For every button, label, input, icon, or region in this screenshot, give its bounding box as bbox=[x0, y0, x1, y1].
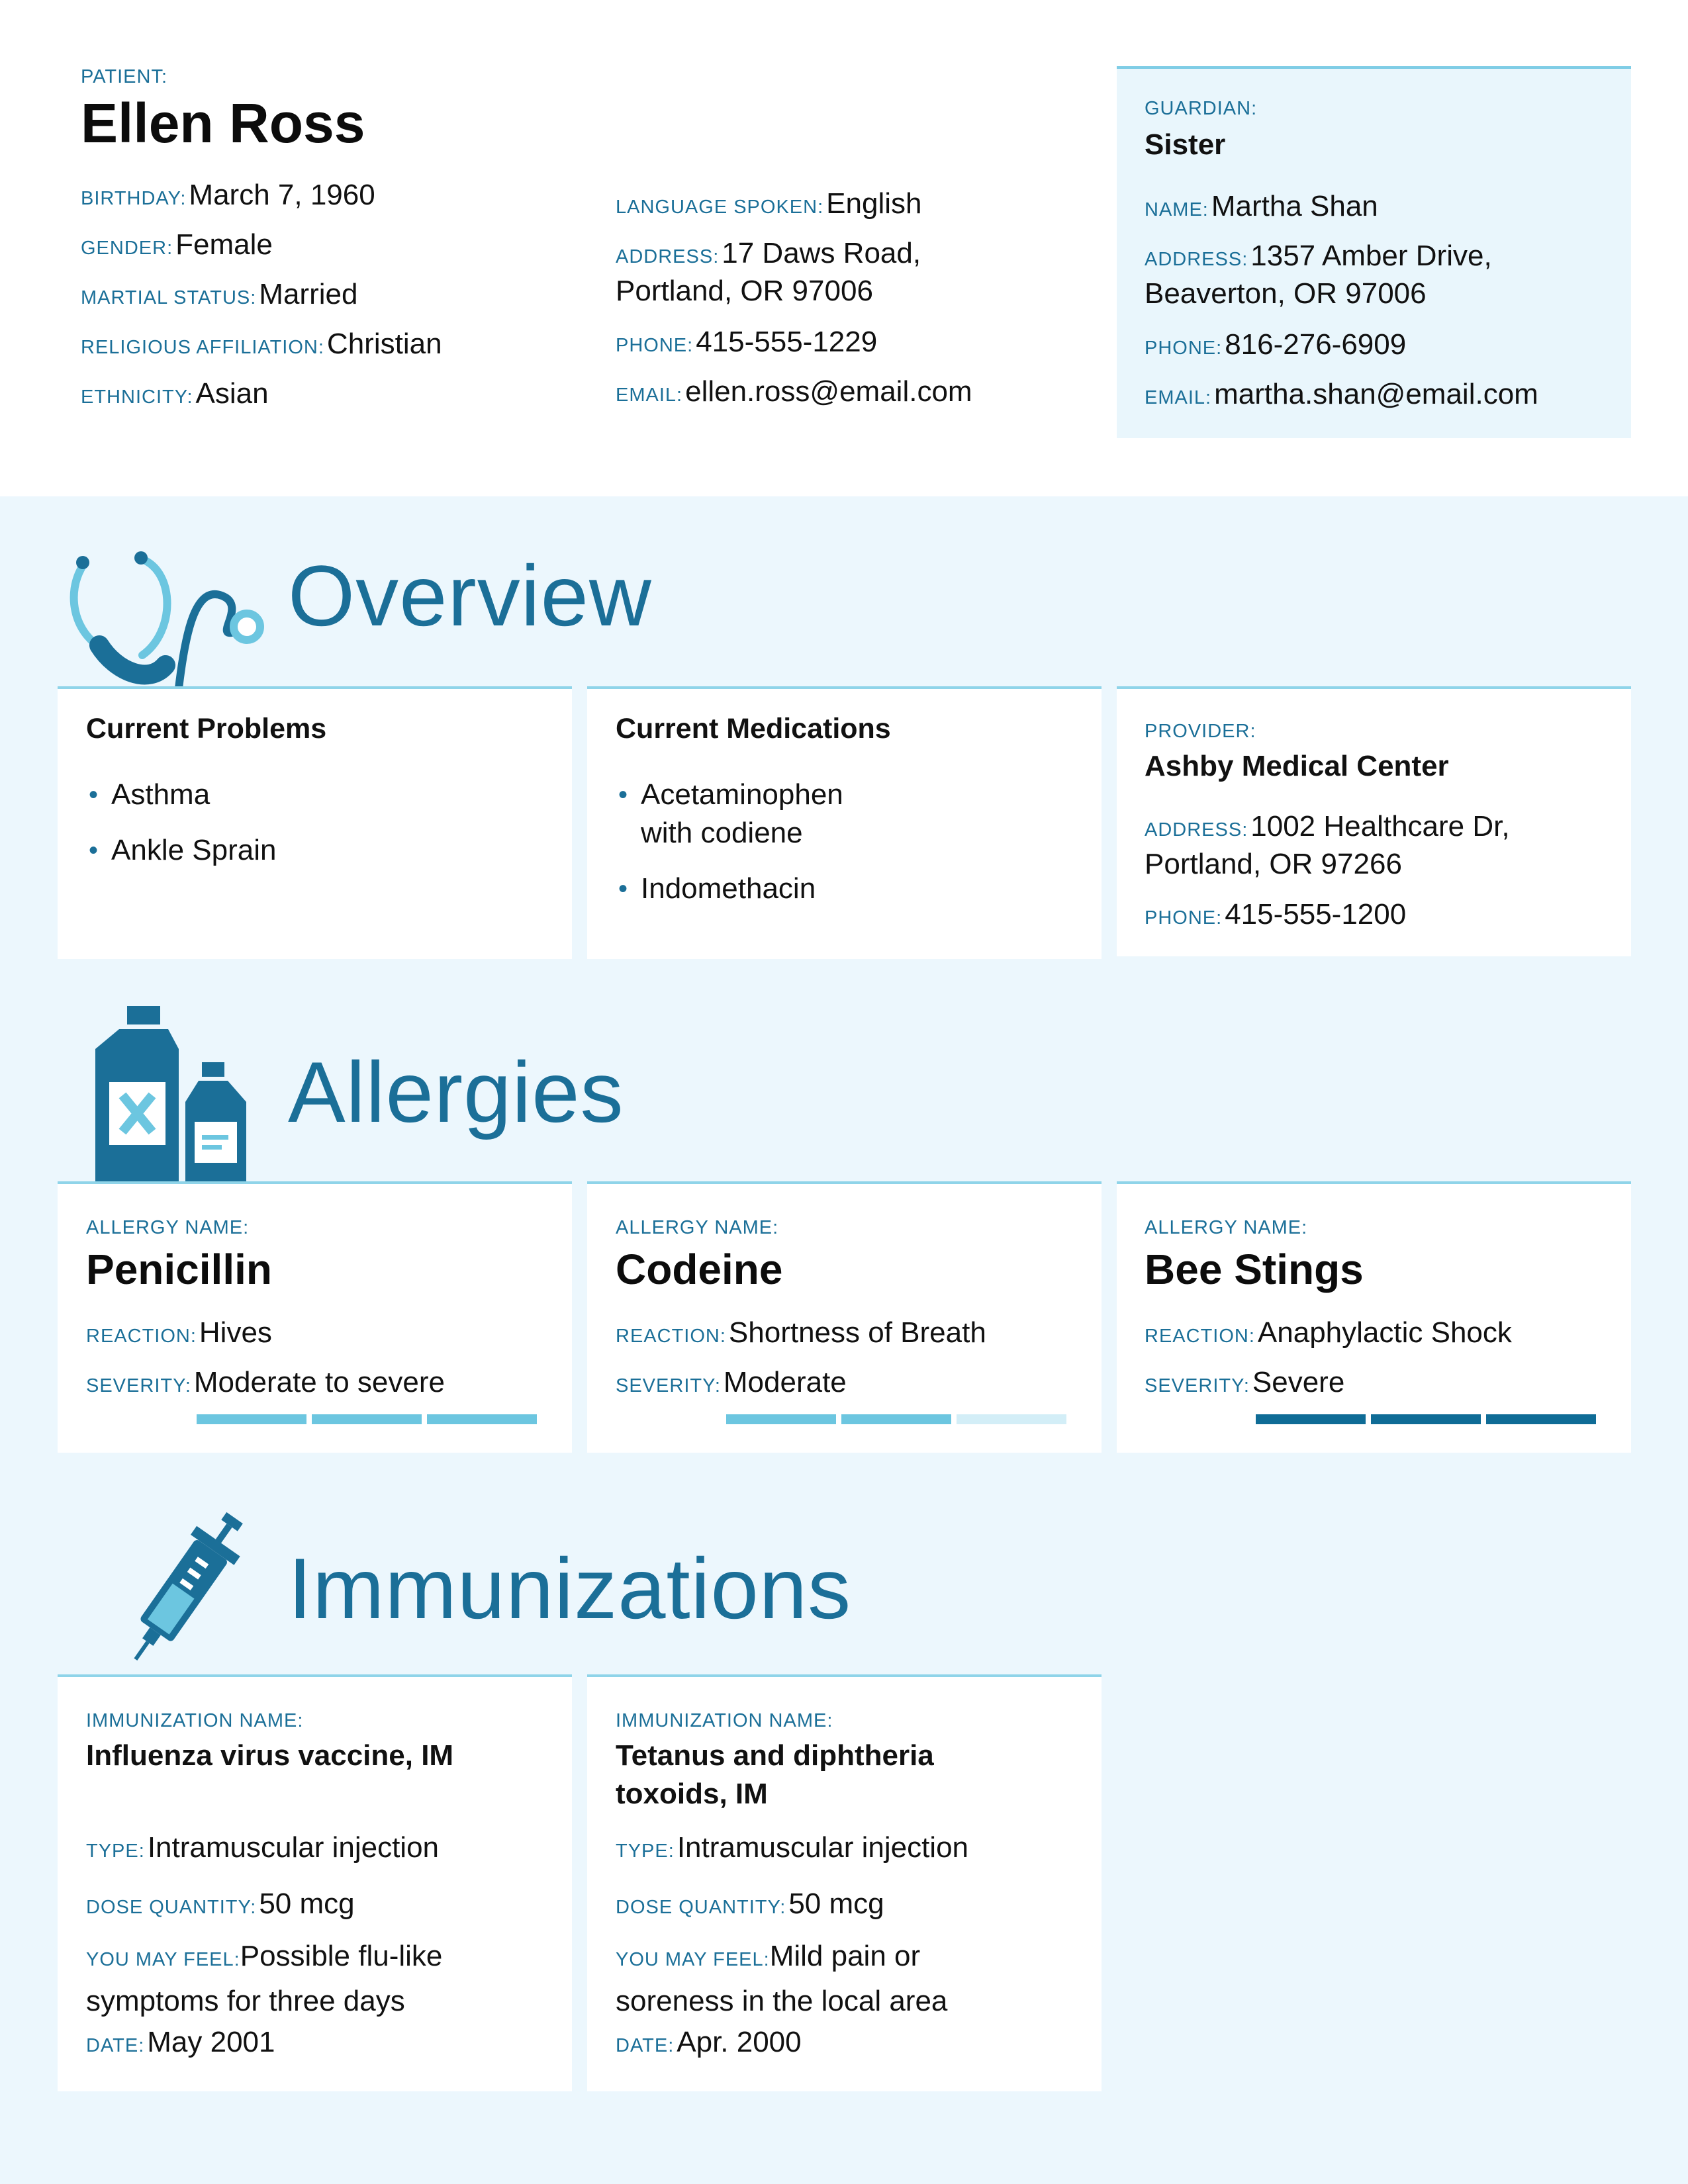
religion-row bbox=[81, 328, 442, 361]
allergy-name-label: ALLERGY NAME: bbox=[86, 1217, 250, 1238]
dose-row bbox=[86, 1888, 355, 1921]
severity-segment bbox=[1256, 1414, 1366, 1424]
gender-row bbox=[81, 228, 273, 261]
severity-label: SEVERITY: bbox=[1145, 1375, 1250, 1396]
feel-block bbox=[86, 1937, 442, 2027]
reaction-value: Hives bbox=[199, 1316, 272, 1349]
guardian-email-row bbox=[1145, 378, 1538, 411]
bullet-icon: • bbox=[89, 836, 99, 865]
bullet-icon: • bbox=[618, 874, 628, 903]
feel-line2: soreness in the local area bbox=[616, 1985, 948, 2017]
provider-address-line1: 1002 Healthcare Dr, bbox=[1250, 810, 1510, 842]
reaction-label: REACTION: bbox=[1145, 1326, 1255, 1347]
guardian-name-row bbox=[1145, 190, 1378, 223]
allergy-name-label: ALLERGY NAME: bbox=[616, 1217, 779, 1238]
ethnicity-row bbox=[81, 377, 269, 410]
syringe-icon bbox=[119, 1499, 252, 1678]
provider-phone-row bbox=[1145, 898, 1406, 931]
severity-segment bbox=[841, 1414, 951, 1424]
provider-card bbox=[1117, 686, 1631, 956]
severity-segment bbox=[1486, 1414, 1596, 1424]
reaction-value: Shortness of Breath bbox=[728, 1316, 986, 1349]
allergy-name-label: ALLERGY NAME: bbox=[1145, 1217, 1308, 1238]
bullet-icon: • bbox=[89, 780, 99, 809]
patient-label: PATIENT: bbox=[81, 66, 167, 87]
guardian-name-label: NAME: bbox=[1145, 199, 1209, 220]
ethnicity-value: Asian bbox=[195, 377, 269, 410]
guardian-phone-row bbox=[1145, 328, 1406, 361]
severity-value: Moderate to severe bbox=[193, 1366, 445, 1398]
guardian-card bbox=[1117, 66, 1631, 438]
severity-segment bbox=[957, 1414, 1066, 1424]
provider-phone-value: 415-555-1200 bbox=[1225, 898, 1407, 931]
marital-label: MARTIAL STATUS: bbox=[81, 287, 257, 308]
guardian-relation: Sister bbox=[1145, 128, 1226, 161]
overview-title: Overview bbox=[288, 547, 652, 644]
immunization-name-label: IMMUNIZATION NAME: bbox=[616, 1710, 833, 1731]
dose-label: DOSE QUANTITY: bbox=[86, 1897, 257, 1918]
guardian-address-line2: Beaverton, OR 97006 bbox=[1145, 277, 1427, 310]
marital-value: Married bbox=[259, 278, 358, 310]
current-medications-heading: Current Medications bbox=[616, 713, 891, 745]
severity-value: Severe bbox=[1252, 1366, 1345, 1398]
severity-segment bbox=[1371, 1414, 1481, 1424]
date-label: DATE: bbox=[86, 2035, 145, 2056]
severity-row bbox=[1145, 1366, 1344, 1399]
immunization-name-label: IMMUNIZATION NAME: bbox=[86, 1710, 304, 1731]
guardian-label: GUARDIAN: bbox=[1145, 98, 1258, 119]
severity-segment bbox=[726, 1414, 836, 1424]
type-label: TYPE: bbox=[616, 1841, 675, 1862]
date-label: DATE: bbox=[616, 2035, 675, 2056]
type-label: TYPE: bbox=[86, 1841, 145, 1862]
email-row bbox=[616, 375, 972, 408]
religion-value: Christian bbox=[326, 328, 442, 360]
type-value: Intramuscular injection bbox=[677, 1831, 969, 1864]
phone-value: 415-555-1229 bbox=[696, 326, 878, 358]
severity-bar bbox=[197, 1414, 537, 1424]
guardian-name-value: Martha Shan bbox=[1211, 190, 1378, 222]
date-row bbox=[616, 2026, 802, 2059]
allergy-card bbox=[587, 1181, 1102, 1453]
provider-label: PROVIDER: bbox=[1145, 721, 1256, 742]
immunization-name: Influenza virus vaccine, IM bbox=[86, 1739, 454, 1772]
allergy-name: Bee Stings bbox=[1145, 1246, 1364, 1293]
dose-value: 50 mcg bbox=[788, 1888, 884, 1920]
ethnicity-label: ETHNICITY: bbox=[81, 387, 193, 408]
guardian-phone-value: 816-276-6909 bbox=[1225, 328, 1407, 361]
immunization-card bbox=[58, 1674, 572, 2091]
feel-label: YOU MAY FEEL: bbox=[616, 1949, 770, 1970]
patient-name: Ellen Ross bbox=[81, 92, 365, 154]
feel-line1: Mild pain or bbox=[769, 1940, 921, 1972]
email-label: EMAIL: bbox=[616, 385, 683, 406]
allergies-title: Allergies bbox=[288, 1044, 624, 1140]
severity-bar bbox=[726, 1414, 1066, 1424]
immunizations-title: Immunizations bbox=[288, 1540, 852, 1637]
language-value: English bbox=[826, 187, 922, 220]
bullet-icon: • bbox=[618, 780, 628, 809]
type-row bbox=[86, 1831, 439, 1864]
birthday-row bbox=[81, 179, 375, 212]
feel-line1: Possible flu-like bbox=[240, 1940, 443, 1972]
severity-segment bbox=[427, 1414, 537, 1424]
guardian-email-value: martha.shan@email.com bbox=[1214, 378, 1538, 410]
marital-row bbox=[81, 278, 357, 311]
allergy-name: Penicillin bbox=[86, 1246, 272, 1293]
severity-segment bbox=[312, 1414, 422, 1424]
reaction-label: REACTION: bbox=[86, 1326, 197, 1347]
severity-label: SEVERITY: bbox=[616, 1375, 721, 1396]
severity-bar bbox=[1256, 1414, 1596, 1424]
provider-address-row bbox=[1145, 810, 1510, 843]
date-value: May 2001 bbox=[147, 2026, 275, 2058]
feel-line2: symptoms for three days bbox=[86, 1985, 405, 2017]
date-row bbox=[86, 2026, 275, 2059]
severity-label: SEVERITY: bbox=[86, 1375, 191, 1396]
phone-row bbox=[616, 326, 877, 359]
guardian-address-label: ADDRESS: bbox=[1145, 249, 1248, 270]
address-line2: Portland, OR 97006 bbox=[616, 275, 873, 307]
birthday-value: March 7, 1960 bbox=[189, 179, 375, 211]
feel-label: YOU MAY FEEL: bbox=[86, 1949, 240, 1970]
list-item: • Asthma bbox=[86, 776, 276, 814]
guardian-address-row bbox=[1145, 240, 1492, 273]
address-row bbox=[616, 237, 921, 270]
type-value: Intramuscular injection bbox=[147, 1831, 440, 1864]
address-line1: 17 Daws Road, bbox=[722, 237, 921, 269]
dose-label: DOSE QUANTITY: bbox=[616, 1897, 786, 1918]
severity-value: Moderate bbox=[723, 1366, 847, 1398]
reaction-label: REACTION: bbox=[616, 1326, 726, 1347]
dose-value: 50 mcg bbox=[259, 1888, 355, 1920]
immunization-card bbox=[587, 1674, 1102, 2091]
guardian-phone-label: PHONE: bbox=[1145, 338, 1223, 359]
severity-segment bbox=[197, 1414, 306, 1424]
phone-label: PHONE: bbox=[616, 335, 694, 356]
guardian-address-line1: 1357 Amber Drive, bbox=[1250, 240, 1492, 272]
birthday-label: BIRTHDAY: bbox=[81, 188, 187, 209]
feel-block bbox=[616, 1937, 947, 2027]
list-item: • Indomethacin bbox=[616, 870, 843, 908]
current-problems-heading: Current Problems bbox=[86, 713, 327, 745]
problems-list bbox=[86, 776, 276, 887]
address-label: ADDRESS: bbox=[616, 246, 720, 267]
allergy-name: Codeine bbox=[616, 1246, 783, 1293]
stethoscope-icon bbox=[63, 533, 275, 692]
date-value: Apr. 2000 bbox=[677, 2026, 802, 2058]
language-label: LANGUAGE SPOKEN: bbox=[616, 197, 824, 218]
provider-address-label: ADDRESS: bbox=[1145, 819, 1248, 841]
religion-label: RELIGIOUS AFFILIATION: bbox=[81, 337, 324, 358]
list-item: • Acetaminophen with codiene bbox=[616, 776, 843, 852]
severity-row bbox=[86, 1366, 445, 1399]
language-row bbox=[616, 187, 921, 220]
list-item: • Ankle Sprain bbox=[86, 831, 276, 870]
provider-name: Ashby Medical Center bbox=[1145, 750, 1449, 782]
gender-value: Female bbox=[175, 228, 273, 261]
medications-list bbox=[616, 776, 843, 925]
current-medications-card bbox=[587, 686, 1102, 959]
type-row bbox=[616, 1831, 968, 1864]
medicine-bottles-icon bbox=[93, 1003, 252, 1185]
immunization-name: Tetanus and diphtheria toxoids, IM bbox=[616, 1739, 934, 1810]
reaction-row bbox=[616, 1316, 986, 1349]
provider-phone-label: PHONE: bbox=[1145, 907, 1223, 929]
provider-address-line2: Portland, OR 97266 bbox=[1145, 848, 1402, 880]
allergy-card bbox=[58, 1181, 572, 1453]
guardian-email-label: EMAIL: bbox=[1145, 387, 1212, 408]
allergy-card bbox=[1117, 1181, 1631, 1453]
reaction-row bbox=[86, 1316, 272, 1349]
dose-row bbox=[616, 1888, 884, 1921]
current-problems-card bbox=[58, 686, 572, 959]
email-value: ellen.ross@email.com bbox=[685, 375, 972, 408]
reaction-row bbox=[1145, 1316, 1512, 1349]
reaction-value: Anaphylactic Shock bbox=[1257, 1316, 1512, 1349]
severity-row bbox=[616, 1366, 847, 1399]
gender-label: GENDER: bbox=[81, 238, 173, 259]
